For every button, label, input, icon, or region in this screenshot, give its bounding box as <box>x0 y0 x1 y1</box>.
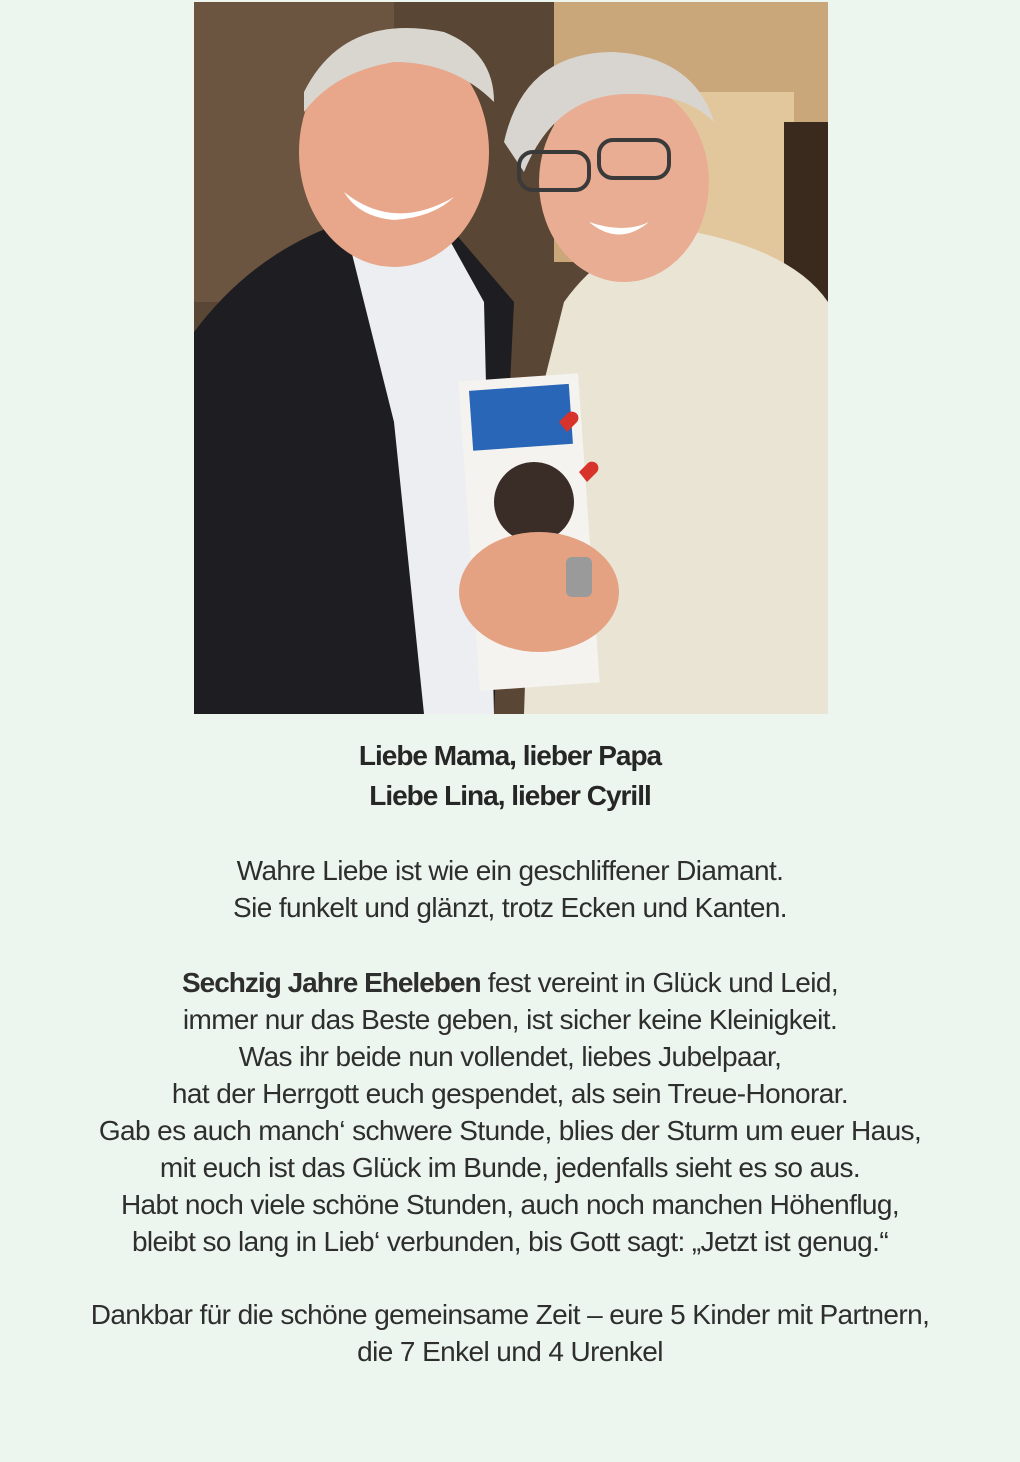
poem-line-4: hat der Herrgott euch gespendet, als sein Treue-Honorar. <box>171 1078 849 1109</box>
heading-line-2: Liebe Lina, lieber Cyrill <box>369 780 651 811</box>
poem-line-8: bleibt so lang in Lieb‘ verbunden, bis Gott sagt: „Jetzt ist genug.“ <box>131 1226 889 1257</box>
heading-line-1: Liebe Mama, lieber Papa <box>358 740 662 771</box>
closing-line-2: die 7 Enkel und 4 Urenkel <box>357 1336 663 1367</box>
quote-line-2: Sie funkelt und glänzt, trotz Ecken und Kanten. <box>233 892 787 923</box>
poem-line-1 <box>0 964 1020 1001</box>
couple-photo <box>194 2 828 714</box>
poem-line-7: Habt noch viele schöne Stunden, auch noch manchen Höhenflug, <box>120 1189 900 1220</box>
closing-line-1: Dankbar für die schöne gemeinsame Zeit – eure 5 Kinder mit Partnern, <box>90 1299 930 1330</box>
poem <box>0 964 1020 1260</box>
poem-line-5: Gab es auch manch‘ schwere Stunde, blies der Sturm um euer Haus, <box>98 1115 922 1146</box>
couple-photo-icon <box>194 2 828 714</box>
quote-line-1: Wahre Liebe ist wie ein geschliffener Diamant. <box>236 855 784 886</box>
poem-line-1-rest: fest vereint in Glück und Leid, <box>480 967 839 998</box>
poem-line-3: Was ihr beide nun vollendet, liebes Jubelpaar, <box>238 1041 782 1072</box>
poem-line-6: mit euch ist das Glück im Bunde, jedenfalls sieht es so aus. <box>159 1152 861 1183</box>
quote <box>0 852 1020 926</box>
message-text <box>0 736 1020 1370</box>
poem-line-1-bold: Sechzig Jahre Eheleben <box>181 967 481 998</box>
closing <box>0 1296 1020 1370</box>
poem-line-2: immer nur das Beste geben, ist sicher keine Kleinigkeit. <box>182 1004 838 1035</box>
